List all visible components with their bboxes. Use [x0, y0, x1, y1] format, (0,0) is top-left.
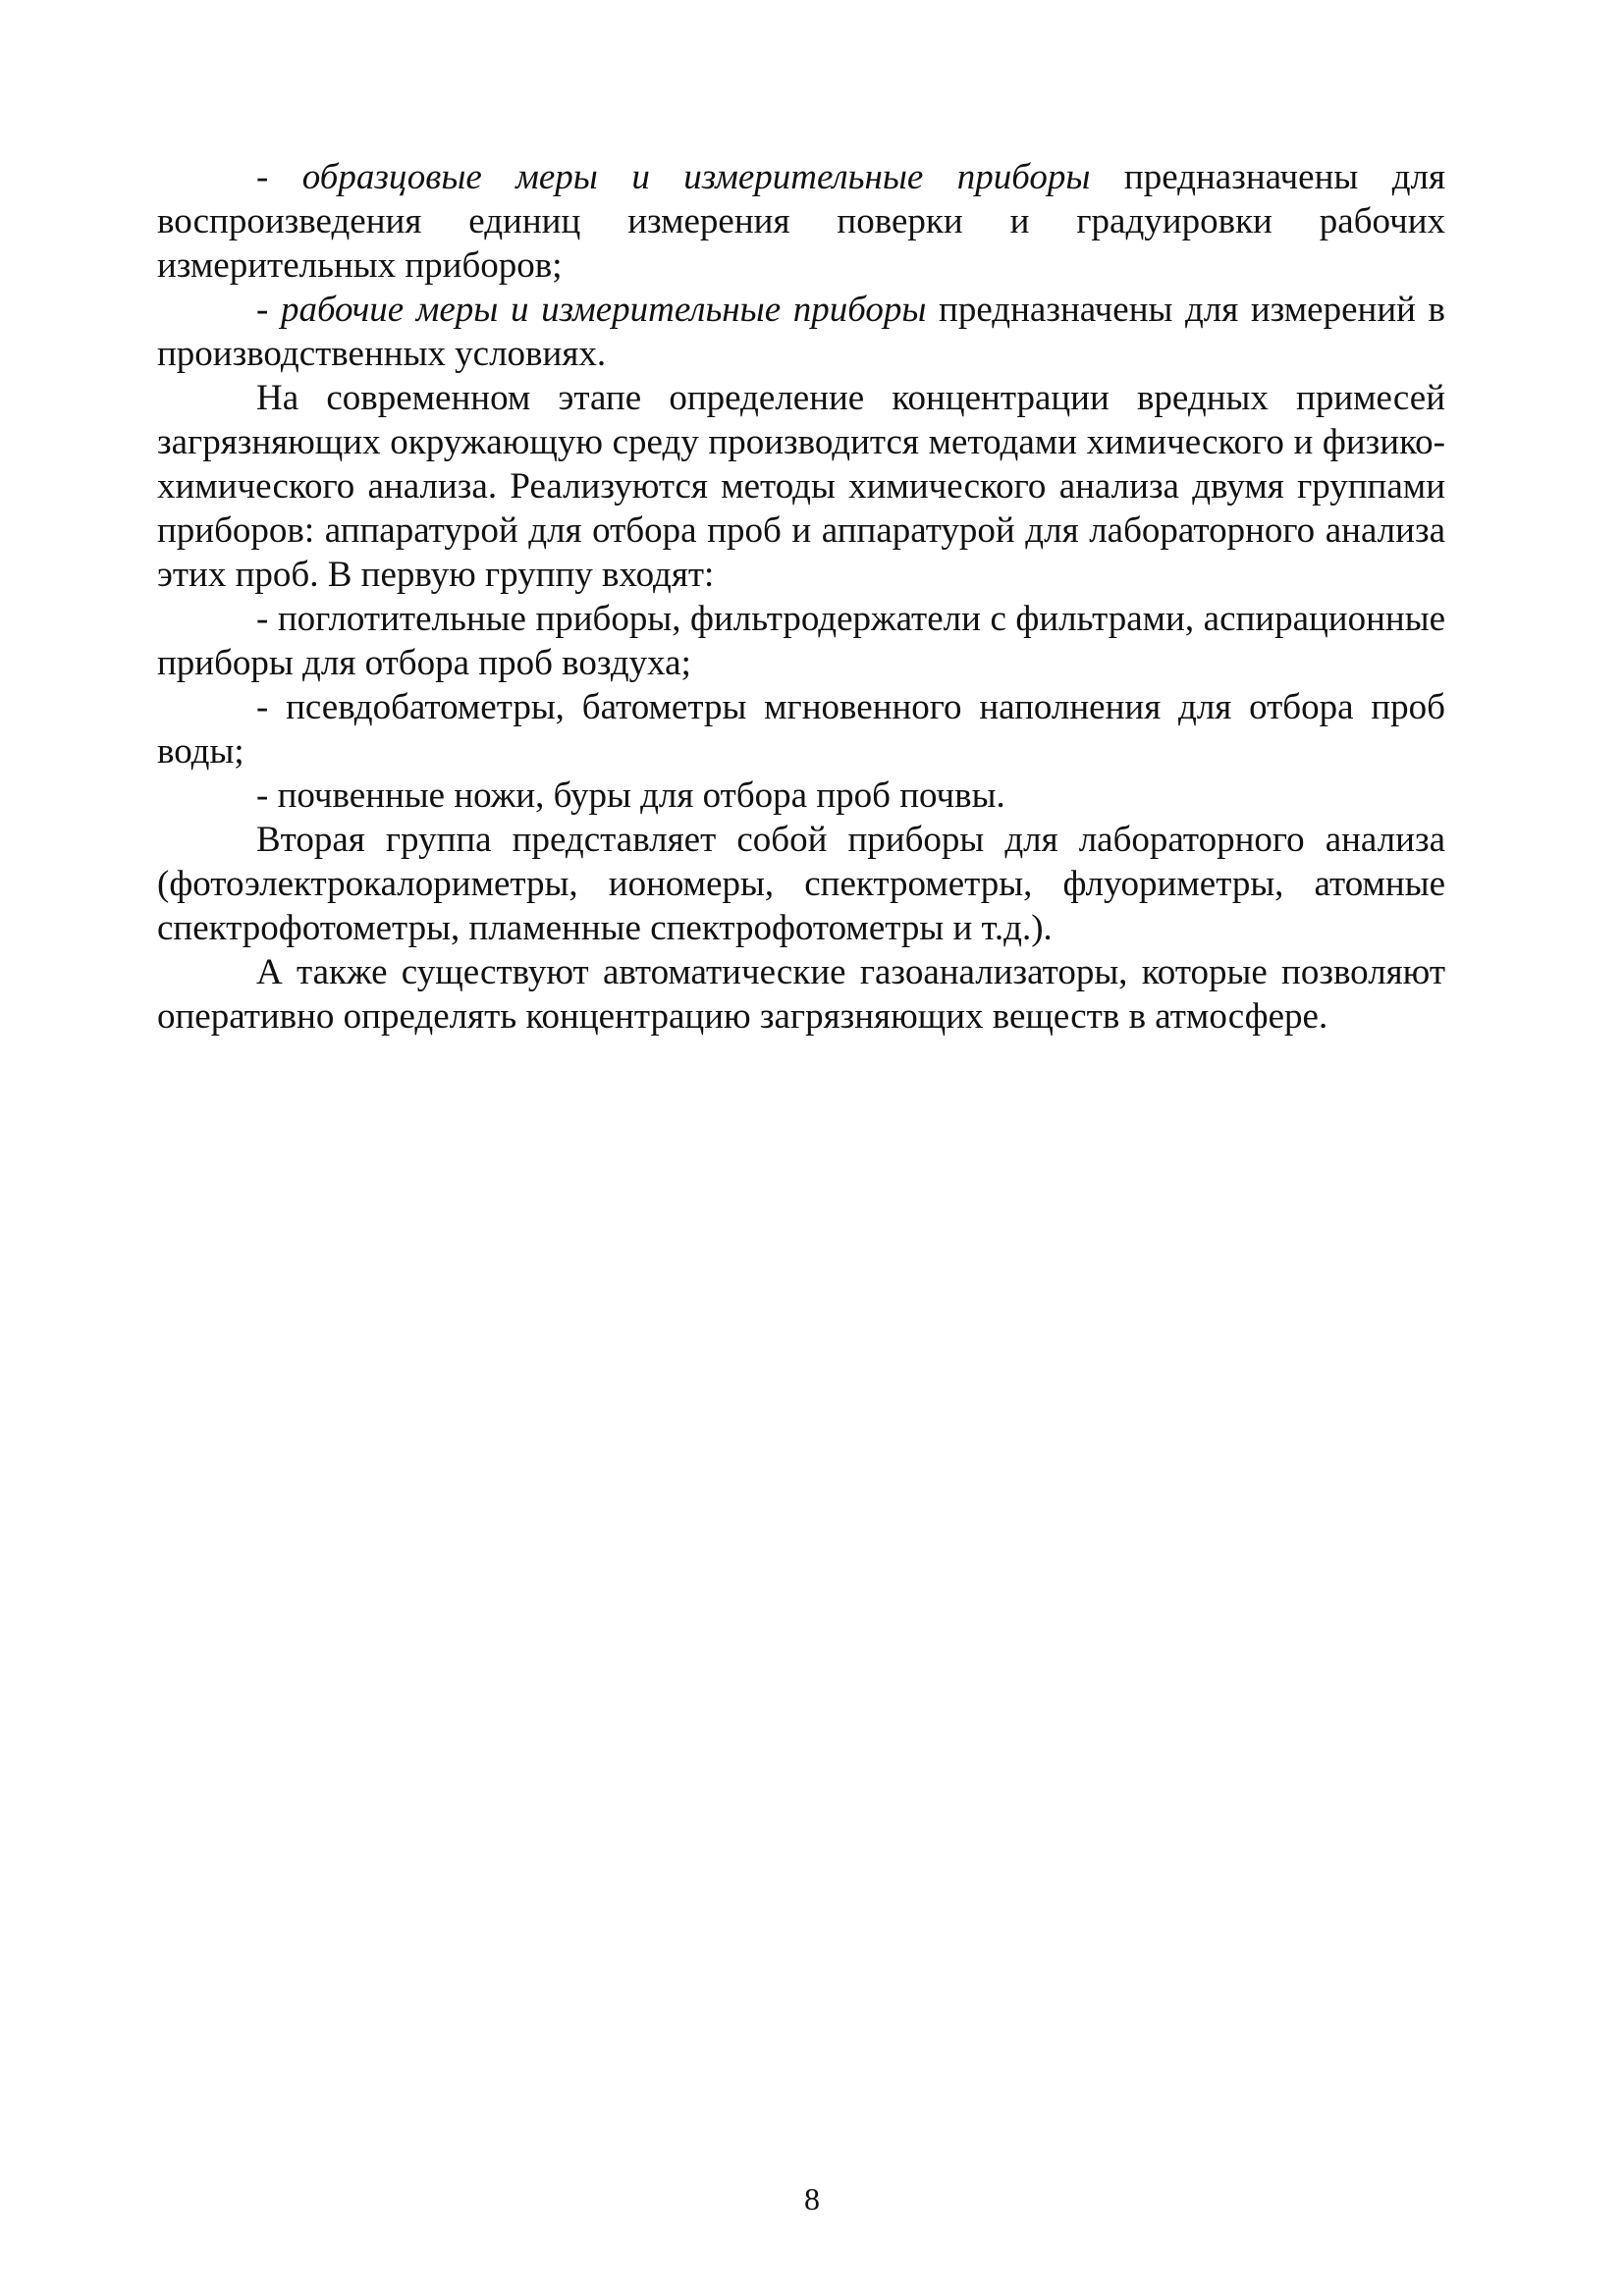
term-reference-instruments: образцовые меры и измерительные приборы — [301, 157, 1091, 197]
list-item-air-sampling: - поглотительные приборы, фильтродержатели с фильтрами, аспирационные приборы для отбора проб воздуха; — [157, 599, 1445, 683]
paragraph-text: предназначены для воспроизведения единиц измерения поверки и градуировки рабочих измерительных приборов; — [157, 157, 1446, 286]
paragraph-text: предназначены для измерений в производственных условиях. — [157, 290, 1446, 374]
list-item-water-sampling: - псевдобатометры, батометры мгновенного наполнения для отбора проб воды; — [157, 687, 1445, 772]
paragraph-working-instruments — [157, 288, 1445, 376]
paragraph-gas-analyzers: А также существуют автоматические газоанализаторы, которые позволяют оперативно определять концентрацию загрязняющих веществ в атмосфере. — [157, 952, 1445, 1037]
list-dash: - — [256, 290, 281, 330]
body-text — [157, 155, 1445, 1039]
term-working-instruments: рабочие меры и измерительные приборы — [280, 290, 927, 330]
list-dash: - — [256, 157, 302, 197]
page-number: 8 — [804, 2181, 820, 2216]
paragraph-analysis-methods: На современном этапе определение концентрации вредных примесей загрязняющих окружающую среду производится методами химического и физико-химического анализа. Реализуются методы химического анализа двумя группами приборов: аппаратурой для отбора проб и аппаратурой для лабораторного анализа этих проб. В первую группу входят: — [157, 378, 1445, 595]
list-item-soil-sampling: - почвенные ножи, буры для отбора проб почвы. — [256, 775, 1005, 816]
paragraph-second-group: Вторая группа представляет собой приборы для лабораторного анализа (фотоэлектрокалориметры, иономеры, спектрометры, флуориметры, атомные спектрофотометры, пламенные спектрофотометры и т.д.). — [157, 820, 1445, 948]
paragraph-reference-instruments — [157, 155, 1445, 288]
